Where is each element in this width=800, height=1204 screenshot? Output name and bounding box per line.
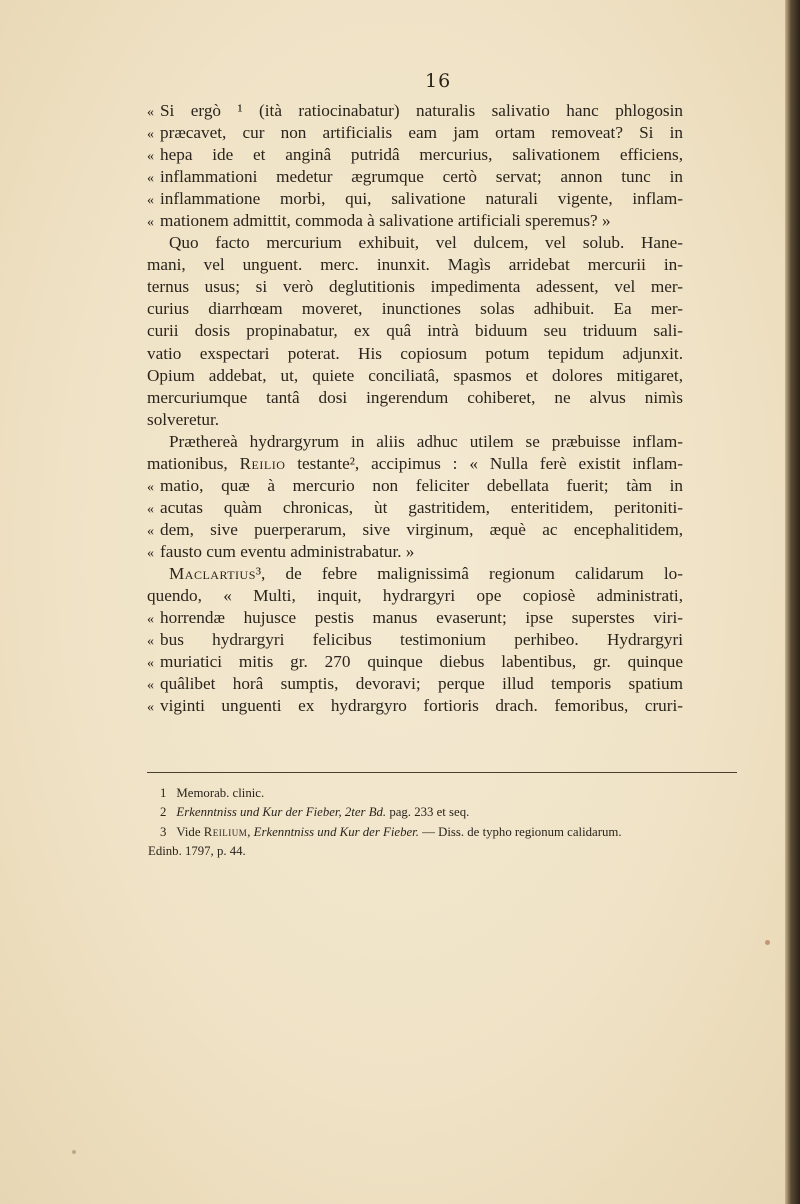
text-content: curii dosis propinabatur, ex quâ intrà biduum seu triduum sali-: [147, 321, 683, 341]
quote-mark: «: [147, 215, 154, 231]
text-line: [147, 343, 683, 365]
text-line: [147, 563, 683, 585]
text-line: [147, 166, 683, 188]
text-content: mercuriumque tantâ dosi ingerendum cohiberet, ne alvus nimìs: [147, 387, 683, 407]
text-content: matio, quæ à mercurio non feliciter debellata fuerit; tàm in: [160, 475, 683, 495]
quote-mark: «: [147, 700, 154, 716]
quote-mark: «: [147, 193, 154, 209]
text-prefix: mationibus,: [147, 453, 240, 473]
main-text-block: [147, 100, 683, 717]
quote-mark: «: [147, 545, 154, 561]
text-content: præcavet, cur non artificialis eam jam ortam removeat? Si in: [160, 123, 683, 143]
footnote-text: Edinb. 1797, p. 44.: [148, 843, 246, 858]
text-content: Opium addebat, ut, quiete conciliatâ, spasmos et dolores mitigaret,: [147, 365, 683, 385]
text-content: mani, vel unguent. merc. inunxit. Magìs arridebat mercurii in-: [147, 255, 683, 275]
author-name: Reilio: [239, 453, 286, 473]
paper-speck: [72, 1150, 76, 1154]
text-content: ³, de febre malignissimâ regionum calidarum lo-: [255, 563, 683, 583]
page-number: 16: [425, 70, 452, 92]
footnote-text: pag. 233 et seq.: [386, 805, 470, 820]
text-line: [147, 232, 683, 254]
text-line: [147, 497, 683, 519]
text-content: testante², accipimus : « Nulla ferè existit inflam-: [285, 453, 683, 473]
footnotes-block: [148, 784, 760, 861]
text-line: [147, 453, 683, 475]
text-content: quâlibet horâ sumptis, devoravi; perque illud temporis spatium: [160, 674, 683, 694]
text-content: fausto cum eventu administrabatur. »: [160, 541, 415, 561]
text-content: muriatici mitis gr. 270 quinque diebus labentibus, gr. quinque: [160, 652, 683, 672]
footnote: [148, 842, 760, 861]
footnote-title: , Erkenntniss und Kur der Fieber.: [247, 824, 419, 839]
footnote: [160, 803, 760, 822]
author-name: Maclartius: [169, 563, 256, 583]
quote-mark: «: [147, 612, 154, 628]
text-line: [147, 254, 683, 276]
text-line: [147, 188, 683, 210]
text-line: [147, 695, 683, 717]
text-content: solveretur.: [147, 409, 220, 429]
text-content: acutas quàm chronicas, ùt gastritidem, enteritidem, peritoniti-: [160, 497, 683, 517]
text-content: Præthereà hydrargyrum in aliis adhuc utilem se præbuisse inflam-: [169, 431, 683, 451]
text-line: [147, 651, 683, 673]
footnote-author: Reilium: [203, 824, 248, 839]
quote-mark: «: [147, 171, 154, 187]
paper-speck: [765, 940, 770, 945]
text-line: [147, 629, 683, 651]
text-line: [147, 431, 683, 453]
footnote-number: 1: [160, 786, 167, 800]
quote-mark: «: [147, 656, 154, 672]
quote-mark: «: [147, 678, 154, 694]
text-content: inflammationi medetur ægrumque certò servat; annon tunc in: [160, 167, 683, 187]
text-line: [147, 122, 683, 144]
footnote-number: 3: [160, 824, 167, 839]
text-line: [147, 475, 683, 497]
text-line: [147, 519, 683, 541]
quote-mark: «: [147, 105, 154, 120]
quote-mark: «: [147, 523, 154, 539]
text-content: quendo, « Multi, inquit, hydrargyri ope copiosè administrati,: [147, 586, 683, 606]
footnote-title: Erkenntniss und Kur der Fieber, 2ter Bd.: [176, 805, 387, 820]
text-content: curius diarrhœam moveret, inunctiones solas adhibuit. Ea mer-: [147, 299, 683, 319]
book-spine-edge: [785, 0, 800, 1204]
footnote-text: — Diss. de typho regionum calidarum.: [418, 824, 622, 839]
footnote-text: Memorab. clinic.: [176, 786, 265, 800]
quote-mark: «: [147, 127, 154, 143]
text-line: [147, 541, 683, 563]
footnote: [160, 823, 760, 842]
text-content: hepa ide et anginâ putridâ mercurius, salivationem efficiens,: [160, 145, 683, 165]
text-line: [147, 409, 683, 431]
text-content: Quo facto mercurium exhibuit, vel dulcem, vel solub. Hane-: [169, 233, 683, 253]
text-content: bus hydrargyri felicibus testimonium perhibeo. Hydrargyri: [160, 630, 683, 650]
text-line: [147, 298, 683, 320]
text-line: [147, 276, 683, 298]
text-line: [147, 387, 683, 409]
text-line: [147, 210, 683, 232]
text-line: [147, 100, 683, 122]
text-content: mationem admittit, commoda à salivatione artificiali speremus? »: [160, 211, 611, 231]
text-line: [147, 585, 683, 607]
quote-mark: «: [147, 479, 154, 495]
text-line: [147, 144, 683, 166]
text-line: [147, 320, 683, 342]
text-content: Si ergò ¹ (ità ratiocinabatur) naturalis salivatio hanc phlogosin: [160, 101, 683, 120]
footnote-prefix: Vide: [176, 824, 204, 839]
quote-mark: «: [147, 634, 154, 650]
text-content: dem, sive puerperarum, sive virginum, æquè ac encephalitidem,: [160, 519, 683, 539]
text-content: horrendæ hujusce pestis manus evaserunt; ipse superstes viri-: [160, 608, 683, 628]
quote-mark: «: [147, 149, 154, 165]
footnote-number: 2: [160, 805, 167, 820]
text-line: [147, 673, 683, 695]
text-line: [147, 607, 683, 629]
text-content: viginti unguenti ex hydrargyro fortioris drach. femoribus, cruri-: [160, 696, 683, 716]
text-content: ternus usus; si verò deglutitionis impedimenta adessent, vel mer-: [147, 277, 683, 297]
footnote: [160, 784, 760, 803]
text-content: inflammatione morbi, qui, salivatione naturali vigente, inflam-: [160, 189, 683, 209]
quote-mark: «: [147, 501, 154, 517]
text-content: vatio exspectari poterat. His copiosum potum tepidum adjunxit.: [147, 343, 683, 363]
text-line: [147, 365, 683, 387]
footnote-divider: [147, 772, 737, 773]
